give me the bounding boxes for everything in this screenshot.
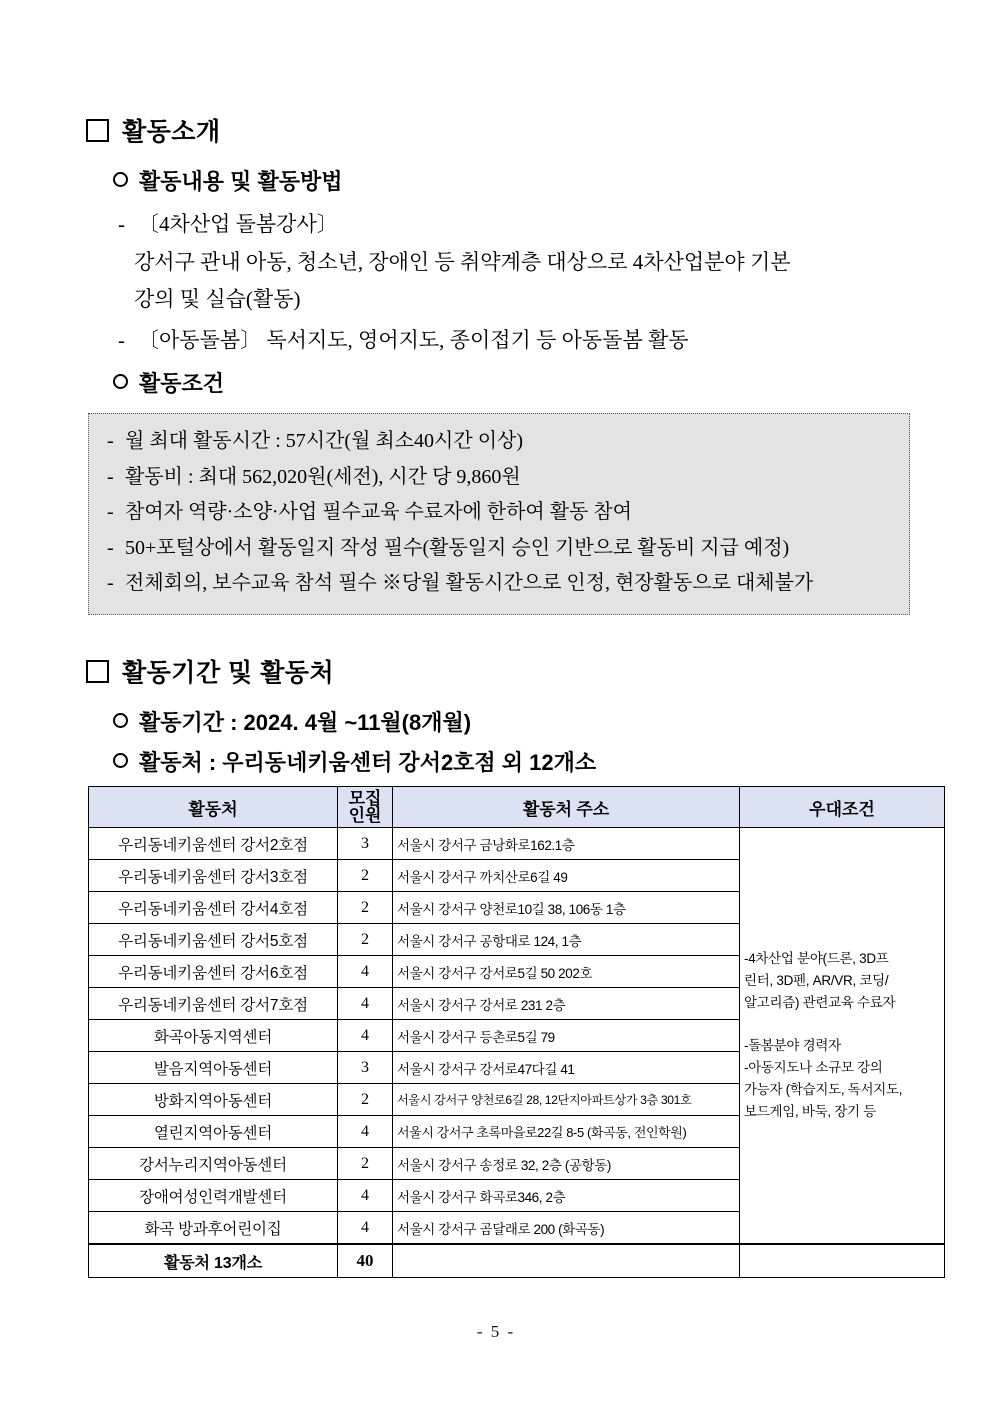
preference-line: -아동지도나 소규모 강의 (744, 1059, 883, 1075)
square-bullet-icon (86, 660, 109, 683)
cell-place-name: 우리동네키움센터 강서6호점 (89, 956, 338, 988)
subsection-label: 활동조건 (139, 371, 225, 396)
activity-period-row (113, 706, 471, 737)
square-bullet-icon (86, 119, 109, 142)
cell-address: 서울시 강서구 양천로6길 28, 12단지아파트상가 3층 301호 (393, 1084, 740, 1116)
condition-text: 전체회의, 보수교육 참석 필수 ※당월 활동시간으로 인정, 현장활동으로 대체불가 (125, 572, 814, 595)
cell-count: 4 (338, 1116, 393, 1148)
condition-text: 참여자 역량·소양·사업 필수교육 수료자에 한하여 활동 참여 (125, 501, 632, 524)
cell-count: 4 (338, 956, 393, 988)
cell-place-name: 화곡아동지역센터 (89, 1020, 338, 1052)
preference-block-2 (744, 1035, 940, 1122)
cell-count: 4 (338, 1020, 393, 1052)
cell-total-preference (740, 1244, 945, 1278)
page-number-footer: - 5 - (476, 1322, 516, 1341)
cell-total-address (393, 1244, 740, 1278)
activity-period-text: 활동기간 : 2024. 4월 ~11월(8개월) (139, 710, 472, 735)
dash-bullet-icon: - (107, 536, 114, 559)
preference-line: 알고리즘) 관련교육 수료자 (744, 995, 896, 1011)
cell-place-name: 우리동네키움센터 강서5호점 (89, 924, 338, 956)
cell-address: 서울시 강서구 강서로 231 2층 (393, 988, 740, 1020)
circle-bullet-icon (113, 374, 128, 389)
preference-line: 린터, 3D펜, AR/VR, 코딩/ (744, 973, 889, 989)
table-total-row (89, 1244, 945, 1278)
section-heading-label: 활동소개 (122, 118, 221, 146)
cell-address: 서울시 강서구 초록마을로22길 8-5 (화곡동, 전인학원) (393, 1116, 740, 1148)
th-address: 활동처 주소 (393, 787, 740, 828)
cell-place-name: 열린지역아동센터 (89, 1116, 338, 1148)
subsection-label: 활동내용 및 활동방법 (139, 169, 343, 194)
cell-count: 3 (338, 1052, 393, 1084)
circle-bullet-icon (113, 172, 128, 187)
preference-line: -돌봄분야 경력자 (744, 1038, 841, 1054)
cell-total-label: 활동처 13개소 (89, 1244, 338, 1278)
cell-total-count: 40 (338, 1244, 393, 1278)
dash-bullet-icon: - (107, 430, 114, 452)
subsection-activity-content (113, 165, 343, 196)
th-recruit-count (338, 787, 393, 828)
cell-count: 2 (338, 892, 393, 924)
activity-place-text: 활동처 : 우리동네키움센터 강서2호점 외 12개소 (139, 750, 597, 775)
dash-bullet-icon: - (118, 328, 125, 352)
cell-count: 2 (338, 1084, 393, 1116)
condition-text: 50+포털상에서 활동일지 작성 필수(활동일지 승인 기반으로 활동비 지급 예정) (125, 536, 790, 559)
circle-bullet-icon (113, 753, 128, 768)
cell-place-name: 우리동네키움센터 강서3호점 (89, 860, 338, 892)
cell-address: 서울시 강서구 양천로10길 38, 106동 1층 (393, 892, 740, 924)
condition-text: 활동비 : 최대 562,020원(세전), 시간 당 9,860원 (125, 465, 521, 488)
preference-line: -4차산업 분야(드론, 3D프 (744, 951, 889, 967)
cell-address: 서울시 강서구 곰달래로 200 (화곡동) (393, 1212, 740, 1245)
cell-address: 서울시 강서구 까치산로6길 49 (393, 860, 740, 892)
cell-address: 서울시 강서구 강서로5길 50 202호 (393, 956, 740, 988)
section-heading-label: 활동기간 및 활동처 (122, 659, 335, 687)
activity-place-table (88, 786, 945, 1278)
th-recruit-count-line2: 인원 (348, 806, 382, 825)
th-recruit-count-line1: 모집 (348, 788, 382, 808)
subsection-activity-conditions (113, 367, 224, 398)
condition-item (107, 460, 891, 496)
dash-bullet-icon: - (107, 572, 114, 595)
cell-place-name: 우리동네키움센터 강서2호점 (89, 828, 338, 860)
cell-address: 서울시 강서구 등촌로5길 79 (393, 1020, 740, 1052)
condition-item (107, 424, 891, 460)
circle-bullet-icon (113, 713, 128, 728)
cell-address: 서울시 강서구 화곡로346, 2층 (393, 1180, 740, 1212)
cell-count: 4 (338, 988, 393, 1020)
cell-place-name: 발음지역아동센터 (89, 1052, 338, 1084)
cell-place-name: 우리동네키움센터 강서7호점 (89, 988, 338, 1020)
table-header-row (89, 787, 945, 828)
condition-item (107, 495, 891, 531)
list-item-instructor-line-2: 강의 및 실습(활동) (134, 287, 301, 311)
cell-place-name: 방화지역아동센터 (89, 1084, 338, 1116)
th-preference: 우대조건 (740, 787, 945, 828)
list-item-instructor-title (118, 206, 918, 242)
section-heading-period-and-place (86, 653, 334, 689)
cell-place-name: 화곡 방과후어린이집 (89, 1212, 338, 1245)
list-item-childcare (118, 322, 918, 358)
list-item-title: 〔아동돌봄〕 독서지도, 영어지도, 종이접기 등 아동돌봄 활동 (138, 328, 689, 352)
list-item-instructor-line-1: 강서구 관내 아동, 청소년, 장애인 등 취약계층 대상으로 4차산업분야 기본 (134, 250, 791, 274)
cell-address: 서울시 강서구 강서로47다길 41 (393, 1052, 740, 1084)
cell-count: 2 (338, 1148, 393, 1180)
dash-bullet-icon: - (107, 501, 114, 524)
cell-address: 서울시 강서구 공항대로 124, 1층 (393, 924, 740, 956)
activity-place-table-wrapper (88, 786, 945, 1278)
table-body (89, 828, 945, 1278)
cell-count: 4 (338, 1212, 393, 1245)
cell-place-name: 장애여성인력개발센터 (89, 1180, 338, 1212)
cell-address: 서울시 강서구 금낭화로162.1층 (393, 828, 740, 860)
list-item-title: 〔4차산업 돌봄강사〕 (138, 212, 338, 236)
cell-count: 3 (338, 828, 393, 860)
dash-bullet-icon: - (118, 212, 125, 236)
preference-line: 보드게임, 바둑, 장기 등 (744, 1103, 876, 1119)
section-heading-activity-intro (86, 112, 221, 148)
cell-place-name: 강서누리지역아동센터 (89, 1148, 338, 1180)
cell-preference-conditions (740, 828, 945, 1245)
condition-text: 월 최대 활동시간 : 57시간(월 최소40시간 이상) (125, 430, 523, 452)
table-header (89, 787, 945, 828)
cell-count: 4 (338, 1180, 393, 1212)
condition-item (107, 531, 891, 567)
dash-bullet-icon: - (107, 465, 114, 488)
table-row (89, 828, 945, 860)
th-activity-place: 활동처 (89, 787, 338, 828)
cell-address: 서울시 강서구 송정로 32, 2층 (공항동) (393, 1148, 740, 1180)
preference-line: 가능자 (학습지도, 독서지도, (744, 1081, 903, 1097)
cell-place-name: 우리동네키움센터 강서4호점 (89, 892, 338, 924)
cell-count: 2 (338, 924, 393, 956)
activity-place-row (113, 746, 596, 777)
condition-item (107, 566, 891, 602)
cell-count: 2 (338, 860, 393, 892)
preference-block-1 (744, 948, 940, 1014)
conditions-box (88, 413, 910, 615)
